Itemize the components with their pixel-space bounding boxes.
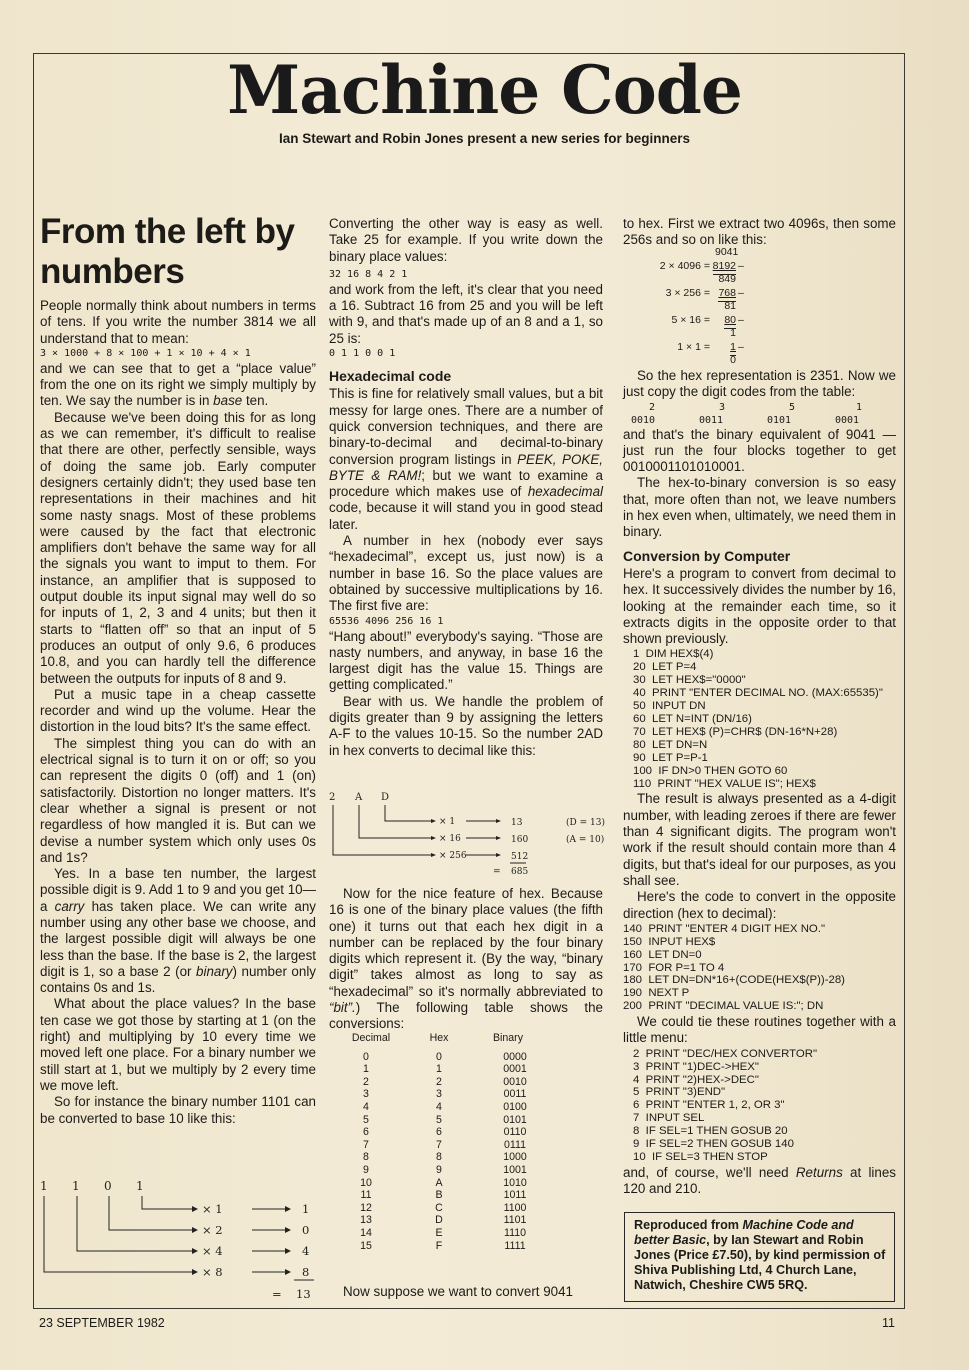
table-cell: 3 — [436, 1088, 442, 1101]
note: (D = 13) — [566, 818, 605, 828]
table-cell: 1000 — [503, 1151, 527, 1164]
step-subtrahend: 1 — [730, 341, 736, 356]
table-body — [334, 1051, 546, 1253]
hex-to-binary-mapping — [623, 401, 896, 427]
table-cell: 1110 — [504, 1226, 526, 1239]
code-line: 40 PRINT "ENTER DECIMAL NO. (MAX:65535)" — [633, 687, 883, 700]
hex-conversion-diagram — [326, 788, 611, 880]
paragraph: Here's the code to convert in the opposite direction (hex to decimal): — [623, 889, 896, 921]
equals-sign: = — [272, 1287, 282, 1301]
table-cell: 14 — [360, 1226, 372, 1239]
table-row — [334, 1063, 546, 1076]
code-line: 180 LET DN=DN*16+(CODE(HEX$(P))-28) — [623, 974, 845, 987]
table-cell: 3 — [363, 1088, 369, 1101]
program-listing-menu — [633, 1048, 896, 1164]
table-cell: 2 — [363, 1075, 369, 1088]
multiplier: × 2 — [202, 1223, 223, 1237]
total: 685 — [511, 867, 529, 877]
table-row — [334, 1114, 546, 1127]
result: 160 — [511, 835, 529, 845]
hex-digit: 2 — [649, 401, 656, 413]
table-cell: 13 — [360, 1214, 372, 1227]
column-header: Decimal — [351, 1032, 391, 1044]
program-listing-dec-to-hex — [633, 648, 896, 790]
total: 13 — [296, 1287, 311, 1301]
hex-digit: 2 — [329, 792, 336, 803]
code-line: 4 PRINT "2)HEX->DEC" — [633, 1073, 759, 1086]
binary-code: 0101 — [767, 414, 792, 426]
hex-digit: 5 — [789, 401, 796, 413]
table-cell: 0 — [436, 1050, 442, 1063]
table-cell: E — [435, 1226, 443, 1239]
table-cell: 1 — [436, 1063, 442, 1076]
result: 13 — [511, 818, 523, 828]
code-line: 20 LET P=4 — [633, 661, 697, 674]
article-headline: From the left by numbers — [40, 212, 295, 291]
table-cell: F — [435, 1239, 443, 1252]
table-cell: 2 — [436, 1075, 442, 1088]
table-cell: 6 — [363, 1126, 369, 1139]
equals-sign: = — [493, 867, 501, 877]
code-line: 160 LET DN=0 — [623, 948, 702, 961]
code-line: 140 PRINT "ENTER 4 DIGIT HEX NO." — [623, 922, 825, 935]
paragraph: Bear with us. We handle the problem of digits greater than 9 by assigning the letters A-F to the values 10-15. So the number 2AD in hex converts to decimal like this: — [329, 693, 603, 758]
table-row — [334, 1240, 546, 1253]
paragraph: Here's a program to convert from decimal to hex. It successively divides the number by 16, looking at the remainder each time, so it extracts digits in the opposite order to that shown previously. — [623, 565, 896, 647]
table-cell: 9 — [436, 1163, 442, 1176]
hex-extraction-working — [640, 246, 780, 370]
paragraph: So the hex representation is 2351. Now we just copy the digit codes from the table: — [623, 368, 896, 400]
binary-code: 0011 — [699, 414, 724, 426]
code-line: 100 IF DN>0 THEN GOTO 60 — [633, 764, 788, 777]
table-cell: 7 — [363, 1138, 369, 1151]
binary-code: 0001 — [835, 414, 860, 426]
table-row — [334, 1126, 546, 1139]
table-row — [334, 1139, 546, 1152]
binary-place-values: 32 16 8 4 2 1 — [329, 268, 408, 280]
table-cell: 0100 — [503, 1100, 527, 1113]
paragraph: and, of course, we'll need Returns at lines 120 and 210. — [623, 1164, 896, 1197]
table-cell: 0010 — [503, 1075, 527, 1088]
multiplier: × 1 — [202, 1202, 223, 1216]
table-row — [334, 1088, 546, 1101]
minus-sign: – — [738, 287, 744, 299]
table-cell: B — [435, 1189, 443, 1202]
table-row — [334, 1189, 546, 1202]
code-line: 70 LET HEX$ (P)=CHR$ (DN-16*N+28) — [633, 725, 838, 738]
minus-sign: – — [738, 341, 744, 353]
code-line: 10 IF SEL=3 THEN STOP — [633, 1150, 768, 1163]
table-cell: 0011 — [503, 1088, 527, 1101]
table-cell: 8 — [436, 1151, 442, 1164]
issue-date: 23 SEPTEMBER 1982 — [39, 1316, 165, 1330]
paragraph: and that's the binary equivalent of 9041 — just run the four blocks together to get 0010001101010001. — [623, 426, 896, 475]
table-row — [334, 1227, 546, 1240]
step-remainder: 849 — [718, 273, 736, 285]
table-row — [334, 1076, 546, 1089]
multiplier: × 4 — [202, 1244, 223, 1258]
step-remainder: 0 — [730, 354, 736, 366]
table-cell: 1010 — [503, 1176, 527, 1189]
digit: 1 — [136, 1179, 144, 1193]
section-heading: Hexadecimal code — [329, 368, 452, 385]
code-line: 1 DIM HEX$(4) — [633, 648, 714, 661]
paragraph: So for instance the binary number 1101 can be converted to base 10 like this: — [40, 1094, 316, 1126]
digit: 0 — [104, 1179, 112, 1193]
paragraph: to hex. First we extract two 4096s, then some 256s and so on like this: — [623, 216, 896, 248]
code-line: 7 INPUT SEL — [633, 1112, 705, 1125]
paragraph: Yes. In a base ten number, the largest possible digit is 9. Add 1 to 9 and you get 10—a carry has taken place. We can write any number using any other base we choose, and the largest possible digit will always be one less than the base. If the base is 2, the largest digit is 1, so a base 2 (or binary) number only contains 0s and 1s. — [40, 866, 316, 996]
credit-text: Reproduced from Machine Code and better Basic, by Ian Stewart and Robin Jones (Price £7.50), by kind permission of Shiva Publishing Ltd, 4 Church Lane, Natwich, Cheshire CW5 5RQ. — [634, 1218, 886, 1292]
formula: 3 × 1000 + 8 × 100 + 1 × 10 + 4 × 1 — [40, 347, 251, 359]
paragraph: Because we've been doing this for as long as we can remember, it's difficult to realise that there are other, perfectly sensible, ways of doing the same job. Early computer designers certainly didn't; they used base ten representations in their machines and hit some nasty snags. Most of these problems were caused by the fact that electronic amplifiers don't behave the same way for all the signals you want to imput to them. For instance, an amplifier that is supposed to output double its input signal may well do so for inputs of 1, 2, 3 and 4 units; but then it starts to “flatten off” so that an input of 5 produces an output of only 9.6, 6 produces 10.8, and you can hardly tell the difference between the outputs for inputs of 8 and 9. — [40, 409, 316, 686]
column-header: Hex — [429, 1032, 449, 1044]
paragraph: and work from the left, it's clear that you need a 16. Subtract 16 from 25 and you will be left with 9, and that's made up of an 8 and a 1, so 25 is: — [329, 281, 603, 346]
column-1 — [40, 212, 316, 1127]
table-cell: 0 — [363, 1050, 369, 1063]
column-header: Binary — [492, 1032, 524, 1044]
step-label: 3 × 256 = — [665, 287, 710, 299]
table-cell: 15 — [360, 1239, 372, 1252]
code-line: 8 IF SEL=1 THEN GOSUB 20 — [633, 1125, 788, 1138]
code-line: 6 PRINT "ENTER 1, 2, OR 3" — [633, 1099, 785, 1112]
code-line: 190 NEXT P — [623, 987, 690, 1000]
credit-box — [624, 1212, 895, 1302]
section-heading: Conversion by Computer — [623, 547, 791, 564]
table-cell: 7 — [436, 1138, 442, 1151]
table-cell: 1100 — [503, 1201, 527, 1214]
table-cell: 1 — [363, 1063, 369, 1076]
paragraph: Put a music tape in a cheap cassette recorder and wind up the volume. Hear the distortion in the loud bits? It's the same effect. — [40, 686, 316, 735]
result: 8 — [302, 1265, 310, 1279]
table-row — [334, 1051, 546, 1064]
table-cell: 10 — [360, 1176, 372, 1189]
digit: 1 — [40, 1179, 48, 1193]
page-number: 11 — [882, 1316, 895, 1330]
code-line: 30 LET HEX$="0000" — [633, 674, 746, 687]
paragraph: and we can see that to get a “place value” from the one on its right we simply multiply by ten. We say the number is in base ten. — [40, 360, 316, 409]
minus-sign: – — [738, 314, 744, 326]
paragraph: Now suppose we want to convert 9041 — [343, 1284, 574, 1299]
digit: 1 — [72, 1179, 80, 1193]
table-cell: 5 — [436, 1113, 442, 1126]
table-row — [334, 1101, 546, 1114]
column-2-lower — [329, 886, 603, 1033]
table-cell: 0001 — [503, 1063, 527, 1076]
paragraph: What about the place values? In the base ten case we got those by starting at 1 (on the right) and multiplying by 10 every time we moved left one place. For a binary number we still start at 1, but we multiply by 2 every time we move left. — [40, 996, 316, 1093]
dividend: 9041 — [715, 246, 739, 258]
column-2 — [329, 216, 603, 759]
step-subtrahend: 8192 — [713, 260, 736, 275]
binary-digits: 0 1 1 0 0 1 — [329, 348, 396, 360]
code-line: 170 FOR P=1 TO 4 — [623, 961, 725, 974]
table-cell: 1111 — [504, 1239, 526, 1252]
hex-digit: D — [381, 792, 390, 803]
paragraph: A number in hex (nobody ever says “hexadecimal”, except us, just now) is a number in base 16. So the place values are obtained by successive multiplications by 16. The first five are: — [329, 533, 603, 614]
result: 4 — [302, 1244, 310, 1258]
paragraph: “Hang about!” everybody's saying. “Those are nasty numbers, and anyway, in base 16 the largest digit has the value 15. Things are getting complicated.” — [329, 628, 603, 693]
table-cell: 1011 — [503, 1189, 527, 1202]
table-cell: D — [435, 1214, 443, 1227]
table-cell: A — [435, 1176, 443, 1189]
step-label: 1 × 1 = — [677, 341, 710, 353]
code-line: 60 LET N=INT (DN/16) — [633, 712, 752, 725]
step-subtrahend: 768 — [718, 287, 736, 302]
byline: Ian Stewart and Robin Jones present a new series for beginners — [278, 131, 691, 146]
hex-digit: A — [355, 792, 363, 803]
code-line: 150 INPUT HEX$ — [623, 935, 716, 948]
page-title: Machine Code — [227, 51, 742, 129]
code-line: 200 PRINT "DECIMAL VALUE IS:"; DN — [623, 1000, 824, 1013]
conversion-table — [334, 1032, 546, 1252]
table-row — [334, 1177, 546, 1190]
table-cell: 11 — [360, 1189, 372, 1202]
step-remainder: 81 — [724, 300, 736, 312]
paragraph: Converting the other way is easy as well. Take 25 for example. If you write down the binary place values: — [329, 216, 603, 264]
table-cell: 5 — [363, 1113, 369, 1126]
step-label: 2 × 4096 = — [659, 260, 710, 272]
paragraph: The result is always presented as a 4-digit number, with leading zeroes if there are fewer than 4 significant digits. The program won't work if the result should contain more than 4 digits, but that's ideal for our purposes, as you shall see. — [623, 791, 896, 888]
binary-conversion-diagram — [30, 1174, 320, 1304]
table-cell: 12 — [360, 1201, 372, 1214]
code-line: 90 LET P=P-1 — [633, 751, 708, 764]
result: 0 — [302, 1223, 310, 1237]
step-subtrahend: 80 — [724, 314, 736, 329]
step-remainder: 1 — [730, 327, 736, 339]
table-cell: 0111 — [504, 1138, 526, 1151]
paragraph: People normally think about numbers in terms of tens. If you write the number 3814 we all understand that to mean: — [40, 298, 316, 346]
masthead — [0, 51, 969, 146]
table-cell: 9 — [363, 1163, 369, 1176]
paragraph: The hex-to-binary conversion is so easy that, more often than not, we leave numbers in hex even when, ultimately, we need them in binary. — [623, 475, 896, 540]
result: 1 — [302, 1202, 310, 1216]
multiplier: × 256 — [439, 851, 467, 861]
table-cell: 4 — [436, 1100, 442, 1113]
column-2-end — [343, 1284, 605, 1300]
table-cell: 0000 — [503, 1050, 527, 1063]
paragraph: Now for the nice feature of hex. Because 16 is one of the binary place values (the fifth one) it turns out that each hex digit in a number can be replaced by the four binary digits which represent it. (By the way, “binary digit” takes almost as long to say as “hexadecimal” so it's normally abbreviated to “bit”.) The following table shows the conversions: — [329, 886, 603, 1032]
multiplier: × 1 — [439, 817, 456, 827]
program-listing-hex-to-dec — [623, 923, 896, 1013]
minus-sign: – — [738, 260, 744, 272]
multiplier: × 8 — [202, 1265, 223, 1279]
code-line: 5 PRINT "3)END" — [633, 1086, 726, 1099]
paragraph: We could tie these routines together with a little menu: — [623, 1014, 896, 1046]
hex-digit: 3 — [719, 401, 726, 413]
table-row — [334, 1214, 546, 1227]
code-line: 110 PRINT "HEX VALUE IS"; HEX$ — [633, 777, 816, 790]
table-cell: 1001 — [503, 1163, 527, 1176]
binary-code: 0010 — [631, 414, 656, 426]
paragraph: The simplest thing you can do with an electrical signal is to turn it on or off; so you can represent the digits 0 (off) and 1 (on) satisfactorily. Distortion no longer matters. It's clear whether a signal is present or not regardless of how mangled it is. But can we devise a number system which only uses 0s and 1s? — [40, 735, 316, 865]
hex-place-values: 65536 4096 256 16 1 — [329, 615, 444, 627]
result: 512 — [511, 852, 529, 862]
table-row — [334, 1202, 546, 1215]
table-cell: 4 — [363, 1100, 369, 1113]
table-row — [334, 1151, 546, 1164]
table-cell: 6 — [436, 1126, 442, 1139]
code-line: 80 LET DN=N — [633, 738, 708, 751]
table-cell: 0101 — [503, 1113, 527, 1126]
column-3 — [623, 216, 896, 249]
code-line: 3 PRINT "1)DEC->HEX" — [633, 1060, 759, 1073]
column-3-b — [623, 368, 896, 1197]
table-cell: 0110 — [503, 1126, 527, 1139]
code-line: 50 INPUT DN — [633, 700, 706, 713]
hex-digit: 1 — [856, 401, 863, 413]
table-cell: 1101 — [503, 1214, 527, 1227]
multiplier: × 16 — [439, 834, 461, 844]
table-cell: C — [435, 1201, 443, 1214]
table-header-row — [334, 1032, 546, 1051]
code-line: 2 PRINT "DEC/HEX CONVERTOR" — [633, 1047, 818, 1060]
paragraph: This is fine for relatively small values, but a bit messy for large ones. There are a number of quick conversion techniques, and there are binary-to-decimal and decimal-to-binary conversion program listings in PEEK, POKE, BYTE & RAM!; but we want to examine a procedure which makes use of hexadecimal code, because it will stand you in good stead later. — [329, 386, 603, 532]
step-label: 5 × 16 = — [671, 314, 710, 326]
code-line: 9 IF SEL=2 THEN GOSUB 140 — [633, 1138, 794, 1151]
table-row — [334, 1164, 546, 1177]
note: (A = 10) — [566, 835, 605, 845]
table-cell: 8 — [363, 1151, 369, 1164]
